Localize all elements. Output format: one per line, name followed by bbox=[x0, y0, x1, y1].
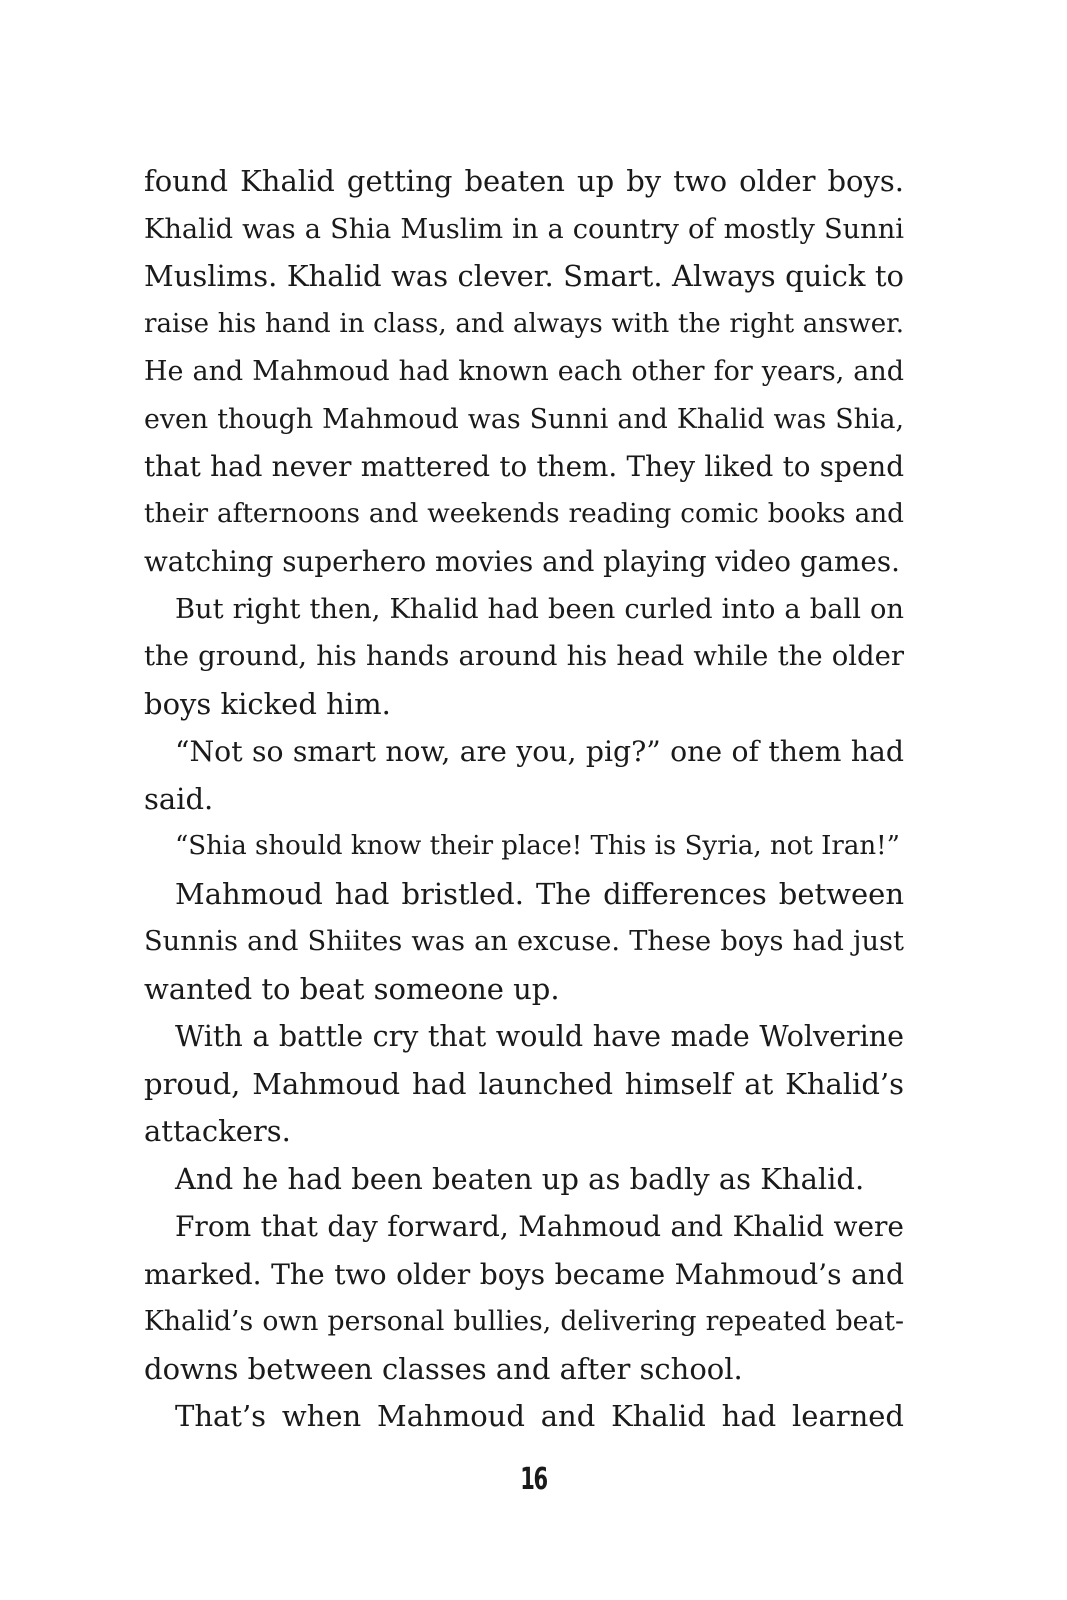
text-line: “Shia should know their place! This is Syria, not Iran!” bbox=[175, 831, 900, 861]
text-line: downs between classes and after school. bbox=[144, 1351, 743, 1386]
text-line: even though Mahmoud was Sunni and Khalid was Shia, bbox=[144, 403, 904, 435]
text-line: That’s when Mahmoud and Khalid had learned bbox=[175, 1399, 904, 1433]
text-line: attackers. bbox=[144, 1114, 291, 1148]
text-line: With a battle cry that would have made Wolverine bbox=[175, 1020, 904, 1053]
text-line: And he had been beaten up as badly as Khalid. bbox=[175, 1161, 865, 1196]
page-number: 16 bbox=[520, 1462, 547, 1497]
text-line: wanted to beat someone up. bbox=[144, 971, 560, 1006]
text-line: watching superhero movies and playing video games. bbox=[144, 545, 900, 578]
text-line: Mahmoud had bristled. The differences between bbox=[175, 876, 904, 911]
text-line: Khalid’s own personal bullies, delivering repeated beat- bbox=[144, 1306, 904, 1337]
text-line: marked. The two older boys became Mahmoud’s and bbox=[144, 1257, 904, 1291]
text-line: raise his hand in class, and always with the right answer. bbox=[144, 308, 904, 339]
text-line: Muslims. Khalid was clever. Smart. Always quick to bbox=[144, 259, 904, 293]
text-line: He and Mahmoud had known each other for years, and bbox=[144, 356, 904, 387]
text-line: their afternoons and weekends reading comic books and bbox=[144, 498, 904, 529]
text-line: said. bbox=[144, 781, 214, 816]
text-line: found Khalid getting beaten up by two older boys. bbox=[144, 164, 904, 198]
text-line: the ground, his hands around his head while the older bbox=[144, 641, 904, 672]
text-line: boys kicked him. bbox=[144, 686, 391, 721]
text-line: But right then, Khalid had been curled into a ball on bbox=[175, 593, 904, 625]
text-line: Khalid was a Shia Muslim in a country of mostly Sunni bbox=[144, 213, 904, 245]
text-line: “Not so smart now, are you, pig?” one of them had bbox=[175, 735, 904, 768]
text-line: that had never mattered to them. They liked to spend bbox=[144, 450, 904, 483]
text-line: From that day forward, Mahmoud and Khalid were bbox=[175, 1210, 904, 1243]
text-line: Sunnis and Shiites was an excuse. These boys had just bbox=[144, 926, 904, 957]
body-text bbox=[144, 158, 904, 1441]
text-line: proud, Mahmoud had launched himself at Khalid’s bbox=[144, 1066, 904, 1101]
